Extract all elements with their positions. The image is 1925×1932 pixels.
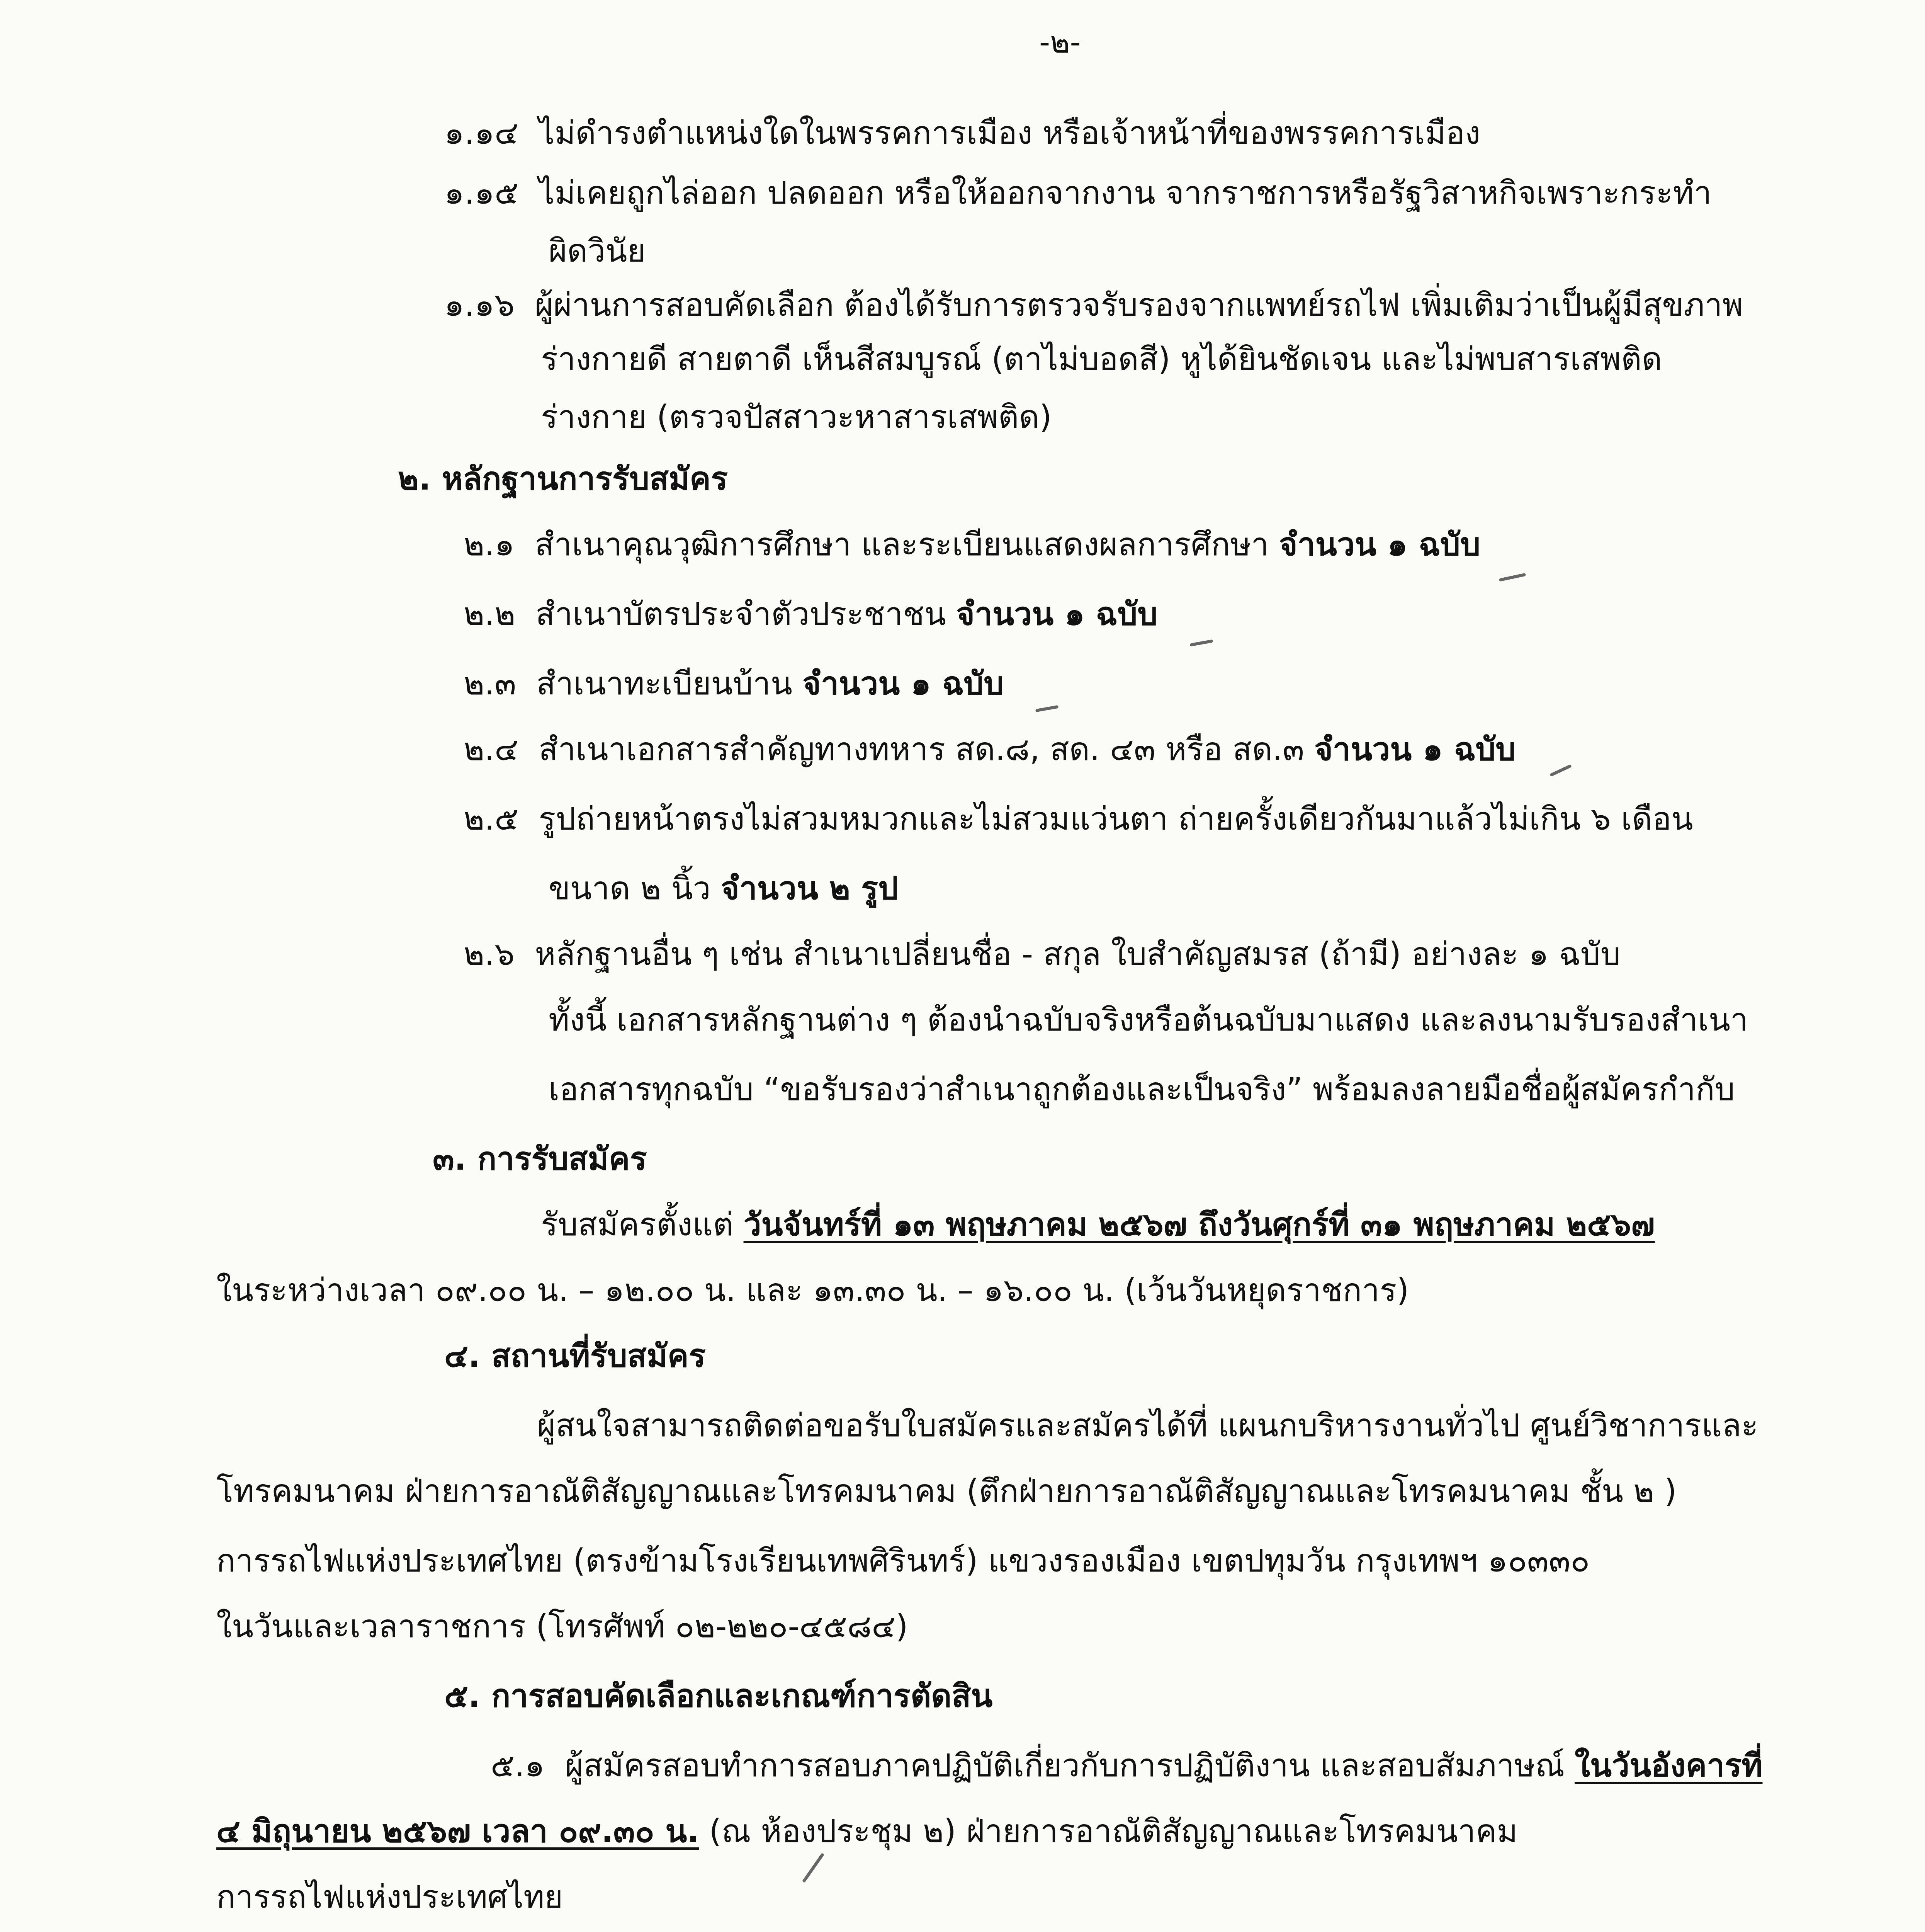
item-quantity: จำนวน ๑ ฉบับ [802,665,1004,702]
venue-paragraph-line: ผู้สนใจสามารถติดต่อขอรับใบสมัครและสมัครได้ที่ แผนกบริหารงานทั่วไป ศูนย์วิชาการและ [537,1407,1758,1444]
pen-tick-mark [802,1853,824,1883]
item-text: ผู้ผ่านการสอบคัดเลือก ต้องได้รับการตรวจรับรองจากแพทย์รถไฟ เพิ่มเติมว่าเป็นผู้มีสุขภาพ [535,287,1743,323]
venue-paragraph-line: การรถไฟแห่งประเทศไทย (ตรงข้ามโรงเรียนเทพศิรินทร์) แขวงรองเมือง เขตปทุมวัน กรุงเทพฯ ๑๐๓๓๐ [216,1543,1590,1579]
item-number: ๒.๑ [464,526,515,563]
section-4-heading: ๔. สถานที่รับสมัคร [444,1338,706,1374]
item-1-15 [444,174,1712,213]
item-1-16 [444,286,1743,325]
item-2-3 [464,665,1004,703]
item-quantity: จำนวน ๑ ฉบับ [1314,731,1516,768]
item-number: ๒.๔ [464,731,519,768]
exam-date-time: ๔ มิถุนายน ๒๕๖๗ เวลา ๐๙.๓๐ น. [216,1813,699,1850]
item-1-16-continuation: ร่างกาย (ตรวจปัสสาวะหาสารเสพติด) [541,399,1052,435]
section-2-heading: ๒. หลักฐานการรับสมัคร [398,461,728,497]
item-number: ๕.๑ [491,1747,545,1784]
item-number: ๑.๑๔ [444,115,519,151]
item-2-4 [464,730,1516,769]
item-number: ๒.๓ [464,665,517,702]
item-2-5 [464,800,1693,838]
application-dates: วันจันทร์ที่ ๑๓ พฤษภาคม ๒๕๖๗ ถึงวันศุกร์ที่ ๓๑ พฤษภาคม ๒๕๖๗ [743,1206,1655,1243]
item-text: สำเนาบัตรประจำตัวประชาชน [535,596,946,633]
exam-date: ในวันอังคารที่ [1574,1747,1763,1784]
item-2-1 [464,526,1480,564]
item-text: ผู้สมัครสอบทำการสอบภาคปฏิบัติเกี่ยวกับการปฏิบัติงาน และสอบสัมภาษณ์ [565,1747,1565,1784]
section-5-heading: ๕. การสอบคัดเลือกและเกณฑ์การตัดสิน [444,1678,993,1714]
item-text: สำเนาคุณวุฒิการศึกษา และระเบียนแสดงผลการศึกษา [535,526,1269,563]
item-text: ไม่เคยถูกไล่ออก ปลดออก หรือให้ออกจากงาน จากราชการหรือรัฐวิสาหกิจเพราะกระทำ [539,175,1712,211]
item-2-6 [464,935,1621,974]
item-text: รูปถ่ายหน้าตรงไม่สวมหมวกและไม่สวมแว่นตา ถ่ายครั้งเดียวกันมาแล้วไม่เกิน ๖ เดือน [539,801,1693,837]
item-text: ขนาด ๒ นิ้ว [549,870,711,907]
item-2-2 [464,595,1157,634]
item-quantity: จำนวน ๒ รูป [720,870,899,907]
application-period-lead: รับสมัครตั้งแต่ [541,1206,734,1243]
item-2-6-note: ทั้งนี้ เอกสารหลักฐานต่าง ๆ ต้องนำฉบับจริงหรือต้นฉบับมาแสดง และลงนามรับรองสำเนา [549,1002,1748,1038]
item-1-16-continuation: ร่างกายดี สายตาดี เห็นสีสมบูรณ์ (ตาไม่บอดสี) หูได้ยินชัดเจน และไม่พบสารเสพติด [541,341,1662,378]
application-hours: ในระหว่างเวลา ๐๙.๐๐ น. – ๑๒.๐๐ น. และ ๑๓.๓๐ น. – ๑๖.๐๐ น. (เว้นวันหยุดราชการ) [216,1272,1409,1309]
section-3-heading: ๓. การรับสมัคร [433,1141,647,1177]
pen-tick-mark [1499,573,1526,582]
item-quantity: จำนวน ๑ ฉบับ [956,596,1158,633]
pen-tick-mark [1035,705,1058,712]
item-2-6-note: เอกสารทุกฉบับ “ขอรับรองว่าสำเนาถูกต้องและเป็นจริง” พร้อมลงลายมือชื่อผู้สมัครกำกับ [549,1071,1735,1108]
item-number: ๒.๒ [464,596,516,633]
item-number: ๒.๖ [464,936,515,973]
exam-venue: (ณ ห้องประชุม ๒) ฝ่ายการอาณัติสัญญาณและโทรคมนาคม [709,1813,1518,1850]
item-5-1-continuation [216,1812,1518,1851]
venue-paragraph-line: โทรคมนาคม ฝ่ายการอาณัติสัญญาณและโทรคมนาคม (ตึกฝ่ายการอาณัติสัญญาณและโทรคมนาคม ชั้น ๒ ) [216,1473,1677,1510]
item-text: ไม่ดำรงตำแหน่งใดในพรรคการเมือง หรือเจ้าหน้าที่ของพรรคการเมือง [539,115,1480,151]
page-number: -๒- [1039,25,1081,60]
item-2-5-continuation [549,869,898,908]
item-number: ๑.๑๕ [444,175,519,211]
pen-tick-mark [1190,639,1213,646]
item-text: สำเนาเอกสารสำคัญทางทหาร สด.๘, สด. ๔๓ หรือ สด.๓ [539,731,1305,768]
item-5-1 [491,1747,1762,1785]
item-1-14 [444,114,1480,153]
item-text: หลักฐานอื่น ๆ เช่น สำเนาเปลี่ยนชื่อ - สกุล ใบสำคัญสมรส (ถ้ามี) อย่างละ ๑ ฉบับ [535,936,1621,973]
venue-paragraph-line: ในวันและเวลาราชการ (โทรศัพท์ ๐๒-๒๒๐-๔๕๘๔) [216,1608,908,1645]
item-1-15-continuation: ผิดวินัย [549,233,646,269]
item-5-1-continuation: การรถไฟแห่งประเทศไทย [216,1879,563,1915]
application-period [541,1206,1655,1244]
item-number: ๑.๑๖ [444,287,515,323]
item-text: สำเนาทะเบียนบ้าน [536,665,792,702]
item-number: ๒.๕ [464,801,519,837]
pen-tick-mark [1550,764,1572,777]
item-quantity: จำนวน ๑ ฉบับ [1279,526,1481,563]
